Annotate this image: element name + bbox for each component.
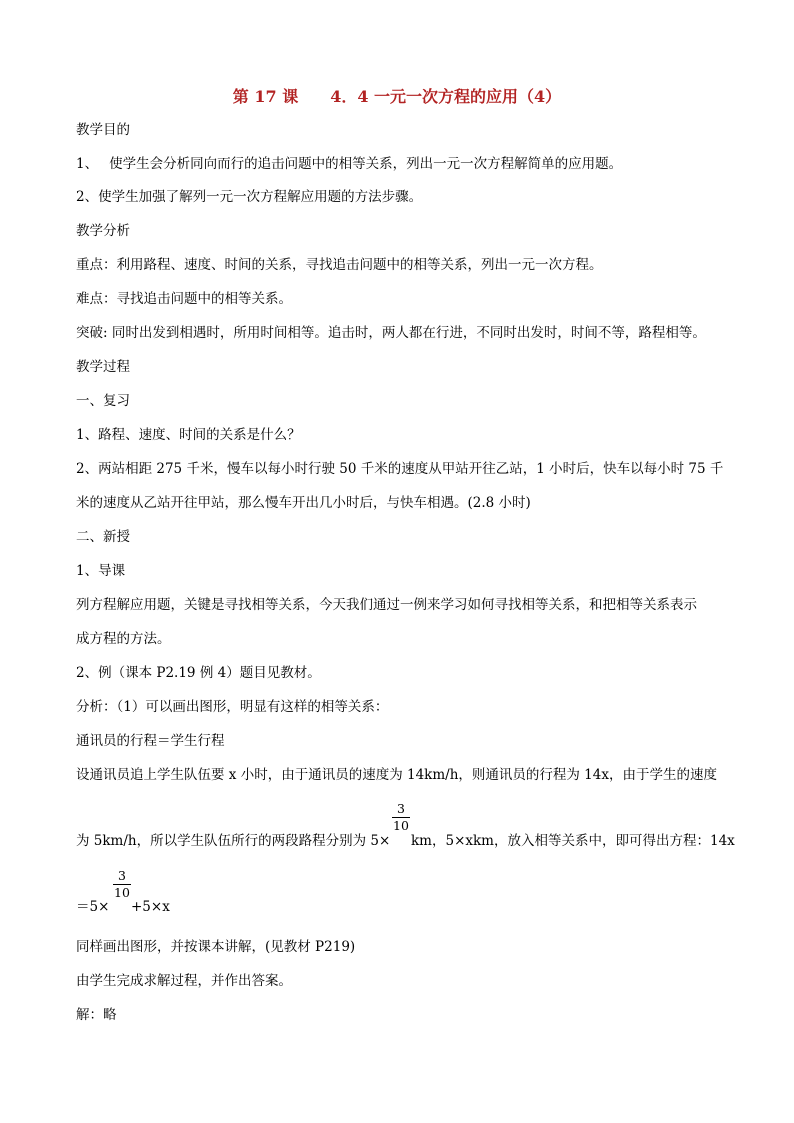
heading-teaching-process: 教学过程: [76, 359, 130, 375]
fraction-3-10-second: [113, 868, 131, 901]
section-new-lesson: 二、新授: [76, 529, 130, 545]
equal-relation: 通讯员的行程＝学生行程: [76, 733, 225, 749]
goal-item-2: 2、使学生加强了解列一元一次方程解应用题的方法步骤。: [76, 189, 423, 205]
heading-teaching-goals: 教学目的: [76, 122, 130, 138]
breakthrough: 突破: 同时出发到相遇时，所用时间相等。追击时，两人都在行进，不同时出发时，时间不等，路程相等。: [76, 325, 706, 341]
fraction-denominator: 10: [114, 885, 130, 900]
equation-continued-part-2: +5×x: [131, 899, 170, 915]
key-point: 重点：利用路程、速度、时间的关系，寻找追击问题中的相等关系，列出一元一次方程。: [76, 257, 603, 273]
student-solve-line: 由学生完成求解过程，并作出答案。: [76, 973, 292, 989]
heading-teaching-analysis: 教学分析: [76, 223, 130, 239]
review-item-2-line-2: 米的速度从乙站开往甲站，那么慢车开出几小时后，与快车相遇。(2.8 小时): [76, 495, 531, 511]
page-title: 第 17 课 4．4 一元一次方程的应用（4）: [232, 87, 562, 106]
equation-line-part-2: km，5×xkm，放入相等关系中，即可得出方程：14x: [411, 833, 735, 849]
fraction-numerator: 3: [397, 801, 405, 816]
solution-line: 解：略: [76, 1007, 117, 1023]
setup-line: 设通讯员追上学生队伍要 x 小时，由于通讯员的速度为 14km/h，则通讯员的行程为 14x，由于学生的速度: [76, 767, 717, 783]
review-item-1: 1、路程、速度、时间的关系是什么？: [76, 427, 301, 443]
intro-text-line-1: 列方程解应用题，关键是寻找相等关系，今天我们通过一例来学习如何寻找相等关系，和把相等关系表示: [76, 597, 697, 613]
intro-text-line-2: 成方程的方法。: [76, 631, 171, 647]
fraction-numerator: 3: [118, 868, 126, 883]
fraction-3-10: [392, 801, 410, 834]
section-review: 一、复习: [76, 393, 130, 409]
difficult-point: 难点：寻找追击问题中的相等关系。: [76, 291, 292, 307]
equation-continued-part-1: ＝5×: [76, 899, 110, 915]
goal-item-1: 1、 使学生会分析同向而行的追击问题中的相等关系，列出一元一次方程解简单的应用题。: [76, 156, 623, 172]
same-method-line: 同样画出图形，并按课本讲解，(见教材 P219): [76, 939, 356, 955]
fraction-denominator: 10: [393, 818, 409, 833]
example-heading: 2、例（课本 P2.19 例 4）题目见教材。: [76, 665, 321, 681]
review-item-2-line-1: 2、两站相距 275 千米，慢车以每小时行驶 50 千米的速度从甲站开往乙站，1 小时后，快车以每小时 75 千: [76, 461, 724, 477]
intro-heading: 1、导课: [76, 563, 126, 579]
equation-line-part-1: 为 5km/h，所以学生队伍所行的两段路程分别为 5×: [76, 833, 391, 849]
analysis-line: 分析：（1）可以画出图形，明显有这样的相等关系：: [76, 699, 389, 715]
